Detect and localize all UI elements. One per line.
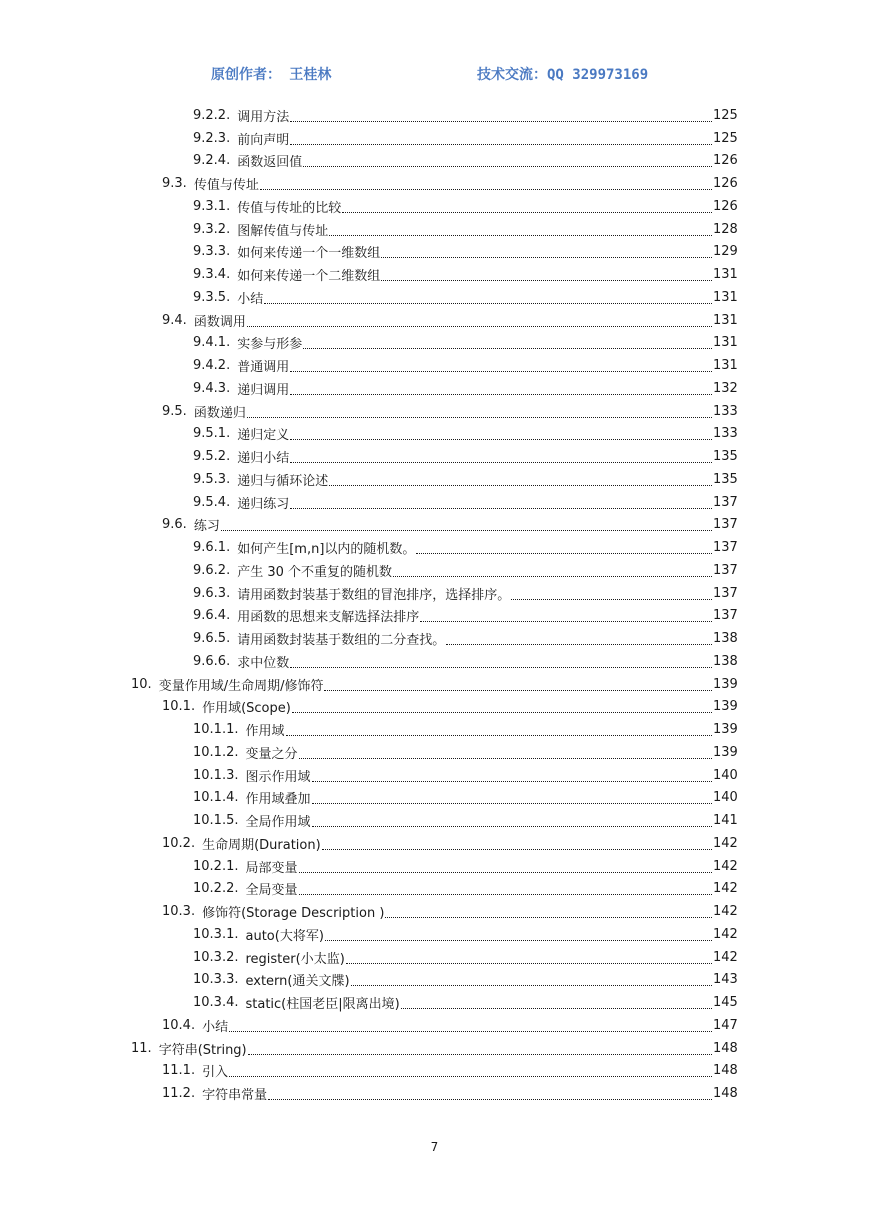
toc-entry-number: 9.3.2. [193,221,231,237]
toc-entry-title: 函数调用 [193,314,246,330]
toc-entry-number: 10.3.4. [193,995,239,1011]
toc-dot-leader [299,882,713,895]
toc-entry-page: 135 [713,471,738,487]
toc-dot-leader [420,609,712,622]
toc-entry-page: 133 [713,426,738,442]
toc-dot-leader [299,860,713,873]
toc-entry-number: 9.6.5. [193,631,231,647]
toc-entry[interactable] [193,104,869,127]
toc-dot-leader [221,518,712,531]
toc-entry-title: 如何来传递一个二维数组 [237,269,381,285]
toc-dot-leader [381,245,712,258]
toc-entry-number: 11. [131,1040,152,1056]
toc-entry-page: 128 [713,221,738,237]
toc-dot-leader [290,132,712,145]
toc-entry-number: 9.2.2. [193,107,231,123]
toc-entry-title: 如何产生[m,n]以内的随机数。 [237,542,416,558]
toc-entry-page: 137 [713,494,738,510]
toc-dot-leader [290,450,712,463]
toc-entry-title: 实参与形参 [237,337,303,353]
toc-entry-number: 9.6.3. [193,585,231,601]
toc-entry-number: 9.3.4. [193,267,231,283]
toc-dot-leader [416,541,712,554]
toc-dot-leader [229,1019,712,1032]
toc-entry-page: 132 [713,380,738,396]
toc-dot-leader [312,791,713,804]
toc-entry-page: 147 [713,1017,738,1033]
toc-dot-leader [346,951,712,964]
toc-dot-leader [329,223,712,236]
toc-entry-title: 作用域叠加 [245,792,311,808]
toc-entry-number: 10.1.3. [193,767,239,783]
toc-entry[interactable] [162,514,869,537]
toc-entry-page: 126 [713,198,738,214]
toc-entry-page: 148 [713,1086,738,1102]
toc-entry-page: 131 [713,312,738,328]
toc-entry-title: auto(大将军) [245,928,324,944]
toc-entry-page: 138 [713,631,738,647]
toc-entry[interactable] [162,832,869,855]
toc-entry-number: 9.5.1. [193,426,231,442]
toc-entry-title: 请用函数封装基于数组的二分查找。 [237,633,446,649]
toc-entry-number: 10.1. [162,699,196,715]
toc-entry[interactable] [193,218,869,241]
toc-entry-number: 10.3. [162,904,196,920]
toc-entry-title: 作用域 [245,724,285,740]
toc-entry-number: 10.3.1. [193,926,239,942]
toc-entry-number: 10.2.1. [193,858,239,874]
toc-entry-title: 传值与传址 [193,178,259,194]
toc-entry-number: 10.4. [162,1017,196,1033]
toc-entry[interactable] [193,991,869,1014]
toc-dot-leader [385,905,712,918]
toc-entry[interactable] [193,195,869,218]
toc-entry[interactable] [162,1082,869,1105]
toc-entry-number: 9.6.2. [193,562,231,578]
toc-entry-title: 传值与传址的比较 [237,200,342,216]
toc-entry-title: 递归小结 [237,451,290,467]
toc-entry-title: 作用域(Scope) [202,701,291,717]
toc-dot-leader [229,1064,712,1077]
toc-dot-leader [290,655,712,668]
toc-entry-title: 修饰符(Storage Description ) [202,906,385,922]
author-credit: 原创作者： 王桂林 [211,67,332,83]
toc-entry-page: 137 [713,540,738,556]
toc-entry-number: 10.2. [162,835,196,851]
toc-dot-leader [329,473,712,486]
toc-entry-number: 9.2.3. [193,130,231,146]
toc-entry[interactable] [162,1060,869,1083]
toc-entry-number: 9.2.4. [193,153,231,169]
toc-entry-page: 139 [713,676,738,692]
toc-entry-page: 148 [713,1063,738,1079]
toc-entry-title: 用函数的思想来支解选择法排序 [237,610,420,626]
toc-entry[interactable] [193,878,869,901]
toc-dot-leader [292,700,712,713]
toc-entry-number: 9.5.3. [193,471,231,487]
toc-entry-page: 140 [713,790,738,806]
contact-info: 技术交流：QQ 329973169 [477,67,649,83]
toc-entry-title: 函数递归 [193,405,246,421]
toc-entry-number: 10.2.2. [193,881,239,897]
toc-dot-leader [342,200,712,213]
toc-entry-title: 普通调用 [237,360,290,376]
toc-entry[interactable] [131,673,869,696]
toc-entry[interactable] [193,809,869,832]
table-of-contents [0,104,869,1105]
toc-entry-page: 138 [713,653,738,669]
toc-dot-leader [393,564,712,577]
toc-entry-title: 函数返回值 [237,155,303,171]
toc-dot-leader [303,336,712,349]
toc-entry-number: 9.6.1. [193,540,231,556]
toc-dot-leader [260,177,712,190]
toc-entry-title: 如何来传递一个一维数组 [237,246,381,262]
toc-entry-page: 135 [713,449,738,465]
toc-entry[interactable] [193,605,869,628]
toc-entry-title: 递归与循环论述 [237,473,329,489]
toc-entry-title: 递归调用 [237,382,290,398]
toc-dot-leader [303,154,712,167]
toc-entry[interactable] [193,969,869,992]
toc-entry-page: 137 [713,585,738,601]
toc-entry[interactable] [193,536,869,559]
toc-entry-number: 9.5.2. [193,449,231,465]
toc-entry[interactable] [162,172,869,195]
toc-dot-leader [290,109,712,122]
toc-entry-page: 139 [713,744,738,760]
toc-entry-number: 9.3. [162,176,187,192]
toc-entry-title: static(柱国老臣|限离出境) [245,997,400,1013]
toc-entry-title: 全局变量 [245,883,298,899]
toc-entry-page: 125 [713,107,738,123]
toc-dot-leader [247,405,712,418]
toc-entry-page: 142 [713,835,738,851]
toc-entry[interactable] [193,741,869,764]
toc-entry[interactable] [193,718,869,741]
toc-entry-number: 9.6.4. [193,608,231,624]
toc-entry-number: 9.4.3. [193,380,231,396]
toc-entry-page: 129 [713,244,738,260]
toc-dot-leader [268,1087,712,1100]
toc-entry-page: 137 [713,517,738,533]
toc-entry[interactable] [193,377,869,400]
toc-entry-number: 10.1.1. [193,722,239,738]
toc-entry-page: 125 [713,130,738,146]
toc-entry[interactable] [193,468,869,491]
toc-entry-page: 148 [713,1040,738,1056]
toc-dot-leader [446,632,712,645]
toc-dot-leader [248,1042,712,1055]
toc-entry-title: 图示作用域 [245,769,311,785]
toc-dot-leader [290,382,712,395]
toc-entry[interactable] [193,263,869,286]
toc-entry[interactable] [193,241,869,264]
toc-entry-page: 137 [713,562,738,578]
toc-dot-leader [299,746,713,759]
toc-entry-number: 10.1.2. [193,744,239,760]
toc-entry-number: 9.3.5. [193,289,231,305]
toc-entry-page: 137 [713,608,738,624]
toc-entry-page: 131 [713,358,738,374]
toc-entry[interactable] [193,150,869,173]
toc-entry[interactable] [193,354,869,377]
toc-entry[interactable] [193,332,869,355]
toc-entry-number: 10.3.2. [193,949,239,965]
toc-dot-leader [290,359,712,372]
toc-entry-number: 10.1.4. [193,790,239,806]
toc-entry[interactable] [162,696,869,719]
toc-entry-page: 142 [713,926,738,942]
toc-entry-page: 133 [713,403,738,419]
toc-entry[interactable] [193,445,869,468]
toc-entry-number: 11.2. [162,1086,196,1102]
toc-entry-title: extern(通关文牒) [245,974,350,990]
toc-entry-title: 产生 30 个不重复的随机数 [237,564,393,580]
toc-entry-title: 递归练习 [237,496,290,512]
toc-entry-number: 10.1.5. [193,813,239,829]
toc-dot-leader [312,814,713,827]
toc-dot-leader [247,314,712,327]
toc-entry[interactable] [193,946,869,969]
toc-entry[interactable] [162,309,869,332]
toc-dot-leader [312,769,713,782]
toc-entry-page: 131 [713,335,738,351]
toc-entry[interactable] [193,559,869,582]
toc-entry-title: 求中位数 [237,655,290,671]
toc-entry-title: 局部变量 [245,860,298,876]
toc-entry[interactable] [162,1014,869,1037]
toc-entry-title: 调用方法 [237,109,290,125]
toc-entry-title: 请用函数封装基于数组的冒泡排序，选择排序。 [237,587,511,603]
toc-dot-leader [381,268,712,281]
page-header [0,64,869,88]
toc-dot-leader [325,928,712,941]
toc-entry-title: 小结 [237,291,264,307]
toc-entry-page: 143 [713,972,738,988]
toc-entry-title: 前向声明 [237,132,290,148]
toc-entry-number: 11.1. [162,1063,196,1079]
toc-entry-page: 142 [713,858,738,874]
toc-entry[interactable] [193,491,869,514]
toc-entry-number: 9.4.1. [193,335,231,351]
toc-entry[interactable] [193,787,869,810]
toc-entry[interactable] [193,855,869,878]
toc-entry-number: 9.3.1. [193,198,231,214]
toc-entry-title: 图解传值与传址 [237,223,329,239]
toc-entry-title: 全局作用域 [245,815,311,831]
toc-entry[interactable] [193,923,869,946]
toc-dot-leader [286,723,713,736]
toc-entry[interactable] [193,627,869,650]
toc-entry-number: 9.5.4. [193,494,231,510]
toc-entry-title: register(小太监) [245,951,345,967]
toc-entry-title: 变量之分 [245,746,298,762]
toc-entry[interactable] [193,127,869,150]
toc-dot-leader [322,837,712,850]
toc-entry-number: 9.4.2. [193,358,231,374]
toc-dot-leader [264,291,712,304]
toc-entry-page: 131 [713,289,738,305]
toc-entry-page: 142 [713,881,738,897]
toc-entry[interactable] [162,900,869,923]
toc-entry-title: 变量作用域/生命周期/修饰符 [158,678,324,694]
toc-entry-number: 9.6.6. [193,653,231,669]
toc-entry-number: 9.6. [162,517,187,533]
toc-entry-title: 引入 [202,1065,229,1081]
toc-entry[interactable] [131,1037,869,1060]
toc-dot-leader [511,587,712,600]
toc-dot-leader [290,496,712,509]
toc-entry-number: 9.3.3. [193,244,231,260]
toc-entry-title: 字符串(String) [158,1042,247,1058]
toc-entry-title: 字符串常量 [202,1088,268,1104]
toc-dot-leader [324,678,712,691]
toc-entry-page: 141 [713,813,738,829]
toc-entry-page: 139 [713,699,738,715]
toc-entry[interactable] [193,582,869,605]
toc-entry-number: 10. [131,676,152,692]
toc-entry-page: 126 [713,153,738,169]
toc-dot-leader [290,427,712,440]
toc-dot-leader [351,973,712,986]
toc-entry-page: 131 [713,267,738,283]
toc-entry-title: 练习 [193,519,220,535]
toc-entry[interactable] [193,764,869,787]
toc-entry-page: 126 [713,176,738,192]
toc-entry-number: 9.5. [162,403,187,419]
toc-entry[interactable] [193,650,869,673]
toc-entry-title: 小结 [202,1019,229,1035]
toc-entry-page: 142 [713,904,738,920]
toc-entry-number: 10.3.3. [193,972,239,988]
page-number: 7 [430,1140,439,1154]
toc-entry-title: 生命周期(Duration) [202,837,321,853]
toc-entry[interactable] [193,423,869,446]
toc-dot-leader [401,996,712,1009]
toc-entry[interactable] [193,286,869,309]
toc-entry-page: 140 [713,767,738,783]
toc-entry-title: 递归定义 [237,428,290,444]
toc-entry[interactable] [162,400,869,423]
toc-entry-page: 145 [713,995,738,1011]
toc-entry-page: 139 [713,722,738,738]
toc-entry-number: 9.4. [162,312,187,328]
toc-entry-page: 142 [713,949,738,965]
